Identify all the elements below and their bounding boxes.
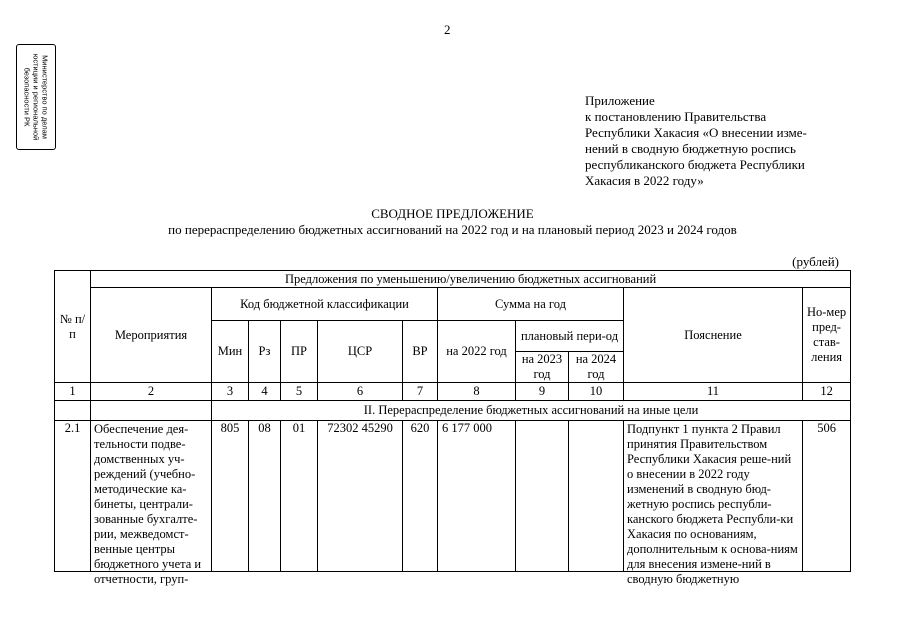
col-number: 2	[91, 383, 212, 401]
row-note-text: Подпункт 1 пункта 2 Правил принятия Правительством Республики Хакасия реше-ний о внесении в 2022 году изменений в сводную бюд-жетную роспись республи-канского бюджета Республи-ки Хакасия по основаниям, дополнительным к основа-ниям для внесения измене-ний в сводную бюджетную	[627, 422, 798, 586]
header-code: Код бюджетной классификации	[212, 288, 438, 321]
col-number: 4	[249, 383, 281, 401]
row-number: 2.1	[55, 421, 91, 572]
row-pr: 01	[281, 421, 318, 572]
appendix-line: Хакасия в 2022 году»	[585, 173, 704, 188]
col-number: 9	[516, 383, 569, 401]
appendix-line: Приложение	[585, 93, 655, 108]
row-note	[624, 421, 803, 586]
row-event-text: Обеспечение дея-тельности подве-домственных уч-реждений (учебно-методические ка-бинеты, централи-зованные бухгалте-рии, межведомст-венные центры бюджетного учета и отчетности, груп-	[94, 422, 202, 586]
appendix-line: республиканского бюджета Республики	[585, 157, 805, 172]
stamp-text	[23, 45, 50, 149]
header-2022: на 2022 год	[438, 321, 516, 383]
page-number: 2	[444, 22, 451, 37]
header-2023: на 2023 год	[516, 352, 569, 383]
ministry-stamp	[16, 44, 56, 150]
col-number: 7	[403, 383, 438, 401]
section-empty-cell	[91, 401, 212, 421]
col-number: 10	[569, 383, 624, 401]
col-number: 1	[55, 383, 91, 401]
row-repr: 506	[803, 421, 851, 572]
header-no: № п/п	[55, 271, 91, 383]
header-planned: плановый пери-од	[516, 321, 624, 352]
header-2024: на 2024 год	[569, 352, 624, 383]
header-note: Пояснение	[624, 288, 803, 383]
row-csr: 72302 45290	[318, 421, 403, 572]
document-title: СВОДНОЕ ПРЕДЛОЖЕНИЕ	[371, 206, 534, 221]
budget-table	[54, 270, 851, 586]
row-vr: 620	[403, 421, 438, 572]
row-event	[91, 421, 212, 586]
section-empty-cell	[55, 401, 91, 421]
header-group: Предложения по уменьшению/увеличению бюджетных ассигнований	[91, 271, 851, 288]
appendix-line: Республики Хакасия «О внесении изме-	[585, 125, 807, 140]
appendix-block	[585, 93, 807, 189]
col-number: 8	[438, 383, 516, 401]
stamp-line: Министерство по делам	[40, 55, 50, 139]
appendix-line: нений в сводную бюджетную роспись	[585, 141, 796, 156]
row-sum-2024	[569, 421, 624, 572]
header-min: Мин	[212, 321, 249, 383]
stamp-line: юстиции и региональной	[31, 53, 41, 141]
appendix-line: к постановлению Правительства	[585, 109, 767, 124]
col-number: 3	[212, 383, 249, 401]
col-number: 5	[281, 383, 318, 401]
row-min: 805	[212, 421, 249, 572]
header-event: Мероприятия	[91, 288, 212, 383]
row-sum-2023	[516, 421, 569, 572]
header-csr: ЦСР	[318, 321, 403, 383]
stamp-line: безопасности РК	[22, 67, 32, 127]
header-vr: ВР	[403, 321, 438, 383]
row-sum-2022: 6 177 000	[438, 421, 516, 572]
units-label: (рублей)	[792, 254, 839, 269]
header-sum: Сумма на год	[438, 288, 624, 321]
header-pr: ПР	[281, 321, 318, 383]
header-repr: Но-мер пред-став-ления	[803, 288, 851, 383]
col-number: 6	[318, 383, 403, 401]
document-subtitle: по перераспределению бюджетных ассигнований на 2022 год и на плановый период 2023 и 2024 годов	[168, 222, 737, 237]
row-rz: 08	[249, 421, 281, 572]
section-title: II. Перераспределение бюджетных ассигнований на иные цели	[212, 401, 851, 421]
header-rz: Рз	[249, 321, 281, 383]
col-number: 11	[624, 383, 803, 401]
col-number: 12	[803, 383, 851, 401]
